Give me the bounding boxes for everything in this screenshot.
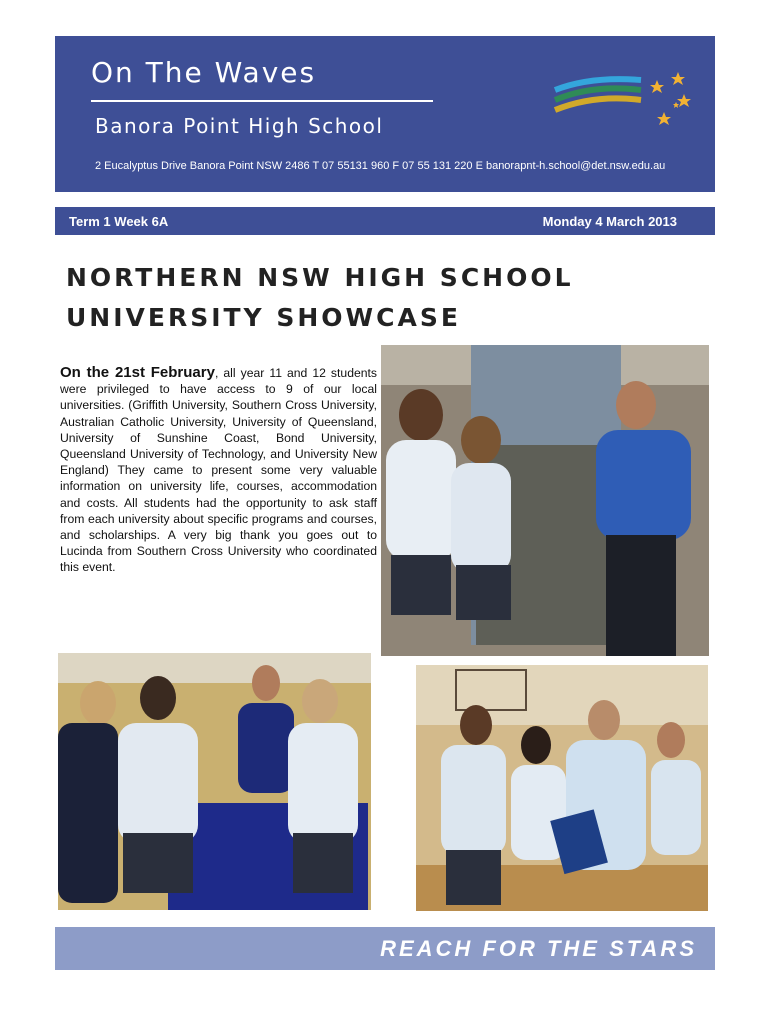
footer-banner bbox=[55, 927, 715, 970]
school-logo-icon bbox=[551, 64, 701, 130]
article-body bbox=[60, 365, 377, 576]
term-bar bbox=[55, 207, 715, 235]
photo-students-in-hall bbox=[416, 665, 708, 911]
school-name: Banora Point High School bbox=[95, 114, 384, 138]
article-text: , all year 11 and 12 students were privileged to have access to 9 of our local universities. (Griffith University, Southern Cross University, Australian Catholic University, University of Queensland, University of Sunshine Coast, Bond University, Queensland University of Technology, and University New England) They came to present some very valuable information on university life, courses, accommodation and costs. All students had the opportunity to ask staff from each university about specific programs and courses, and scholarships. A very big thank you goes out to Lucinda from Southern Cross University who coordinated this event. bbox=[60, 366, 378, 575]
masthead bbox=[55, 36, 715, 192]
issue-date: Monday 4 March 2013 bbox=[542, 214, 677, 229]
footer-slogan: REACH FOR THE STARS bbox=[380, 936, 697, 961]
article-lead: On the 21st February bbox=[60, 364, 215, 381]
term-week: Term 1 Week 6A bbox=[69, 214, 169, 229]
photo-students-at-table bbox=[58, 653, 371, 910]
headline-line-1: NORTHERN NSW HIGH SCHOOL bbox=[66, 263, 574, 292]
school-address: 2 Eucalyptus Drive Banora Point NSW 2486 T 07 55131 960 F 07 55 131 220 E banorapnt-h.school@det.nsw.edu.au bbox=[95, 160, 666, 172]
article-headline bbox=[66, 258, 574, 338]
newsletter-title: On The Waves bbox=[91, 56, 317, 89]
photo-students-with-rep bbox=[381, 345, 709, 656]
headline-line-2: UNIVERSITY SHOWCASE bbox=[66, 303, 461, 332]
title-rule bbox=[91, 100, 433, 102]
